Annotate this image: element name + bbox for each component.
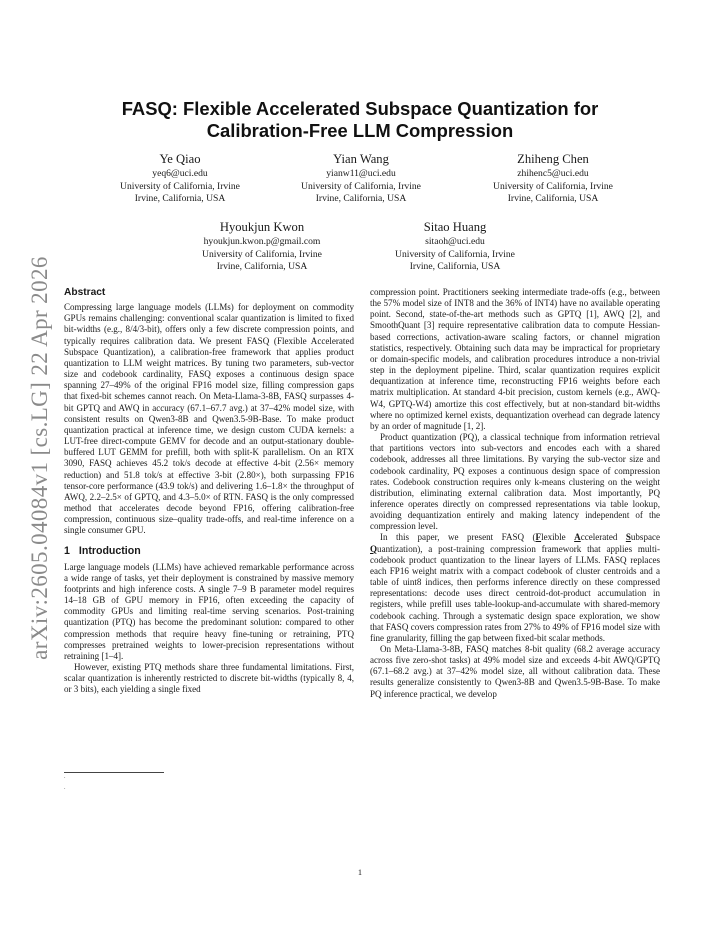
text-run: In this paper, we present FASQ ( xyxy=(380,532,536,543)
page-number: 1 xyxy=(357,868,363,877)
author-block xyxy=(453,152,653,206)
author-block xyxy=(355,220,555,274)
author-affiliation: University of California, Irvine xyxy=(493,180,613,192)
author-affiliation: University of California, Irvine xyxy=(395,248,515,260)
arxiv-sidebar-stamp: arXiv:2605.04084v1 [cs.LG] 22 Apr 2026 xyxy=(27,256,52,660)
acronym-letter: A xyxy=(574,532,581,543)
text-run: uantization), a post-training compression framework that applies multi-codebook product quantization to the linear layers of LLMs. FASQ replaces each FP16 weight matrix with a compact codebook of cluster centroids and a table of uint8 indices, then performs inference directly on these compressed representations: decode uses direct centroid-dot-product accumulation in registers, while prefill uses table-lookup-and-accumulate with shared-memory codebook caching. Through a systematic design space exploration, we show that FASQ covers compression rates from 27% to 49% of FP16 model size with fine granularity, filling the gap between fixed-bit scalar methods. xyxy=(370,543,660,643)
abstract-heading: Abstract xyxy=(64,287,106,298)
author-email: sitaoh@uci.edu xyxy=(425,236,485,247)
title-line-1: FASQ: Flexible Accelerated Subspace Quantization for xyxy=(121,98,599,119)
abstract-text: Compressing large language models (LLMs) for deployment on commodity GPUs remains challenging: conventional scalar quantization is limited to fixed bit-widths (e.g., 8/4/3-bit), offers only a few discrete compression points, and typically requires calibration data. We present FASQ (Flexible Accelerated Subspace Quantization), a calibration-free framework that applies product quantization to LLM weight matrices. By tuning two parameters, sub-vector size and codebook cardinality, FASQ exposes a continuous design space spanning 27–49% of the original FP16 model size, filling compression gaps that fixed-bit schemes cannot reach. On Meta-Llama-3-8B, FASQ surpasses 4-bit GPTQ and AWQ in accuracy (67.1–67.7 avg.) at 37–42% model size, with consistent results on Qwen3-8B and Qwen3.5-9B-Base. To make product quantization practical at inference time, we design custom CUDA kernels: a LUT-free direct-compute GEMV for decode and an output-stationary double-buffered LUT GEMM for prefill, both with split-K parallelism. On an RTX 3090, FASQ achieves 45.2 tok/s decode at effective 4-bit (2.56× memory reduction) and 51.8 tok/s at effective 3-bit (2.80×), both surpassing FP16 tensor-core performance (43.9 tok/s) and delivering 1.6–1.8× the throughput of AWQ, 2.2–2.5× of GPTQ, and 4.3–5.0× of RTN. FASQ is the only compressed method that accelerates decode beyond FP16, offering calibration-free compression, continuous size–quality trade-offs, and real-time inference on a single consumer GPU. xyxy=(64,302,354,536)
author-location: Irvine, California, USA xyxy=(507,193,599,205)
author-block xyxy=(162,220,362,274)
author-location: Irvine, California, USA xyxy=(315,193,407,205)
right-column xyxy=(370,287,660,700)
footnote-mark: . xyxy=(64,774,66,780)
right-paragraph-2: Product quantization (PQ), a classical technique from information retrieval that partitions vectors into sub-vectors and encodes each with a shared codebook, addresses all three limitations. By varying the sub-vector size and codebook cardinality, PQ exposes a continuous design space of compression rates. Codebook construction requires only k-means clustering on the weight distribution, eliminating external calibration data. Most importantly, PQ inference operates directly on compressed representations via table lookup, avoiding dequantization entirely and making latency independent of the compression level. xyxy=(370,432,660,532)
text-run: ccelerated xyxy=(580,532,626,543)
intro-paragraph-1: Large language models (LLMs) have achieved remarkable performance across a wide range of tasks, yet their deployment is constrained by massive memory footprints and high inference costs. A single 7–9 B parameter model requires 14–18 GB of GPU memory in FP16, often exceeding the capacity of commodity GPUs and limiting real-time serving scenarios. Post-training quantization (PTQ) has become the predominant solution: compared to other compression methods that require heavy fine-tuning or retraining, PTQ compresses pretrained weights to lower-precision representations without retraining [1–4]. xyxy=(64,561,354,661)
acronym-letter: S xyxy=(625,532,631,543)
title-line-2: Calibration-Free LLM Compression xyxy=(206,120,514,141)
right-paragraph-4: On Meta-Llama-3-8B, FASQ matches 8-bit quality (68.2 average accuracy across five zero-shot tasks) at 49% model size and exceeds 4-bit AWQ/GPTQ (67.1–68.2 avg.) at 37–42% model size, all without calibration data. These results generalize consistently to Qwen3-8B and Qwen3.5-9B-Base. To make PQ inference practical, we develop xyxy=(370,644,660,699)
footnote-mark: . xyxy=(64,785,66,791)
section-heading-introduction xyxy=(64,546,354,557)
author-email: hyoukjun.kwon.p@gmail.com xyxy=(203,236,321,247)
author-email: zhihenc5@uci.edu xyxy=(517,168,589,179)
left-column xyxy=(64,287,354,695)
author-affiliation: University of California, Irvine xyxy=(301,180,421,192)
author-name: Hyoukjun Kwon xyxy=(219,220,305,234)
section-title: Introduction xyxy=(78,545,141,558)
author-email: yianw11@uci.edu xyxy=(326,168,396,179)
text-run: ubspace xyxy=(630,532,661,543)
author-block xyxy=(80,152,280,206)
author-email: yeq6@uci.edu xyxy=(152,168,208,179)
author-name: Ye Qiao xyxy=(159,152,201,166)
author-name: Sitao Huang xyxy=(423,220,487,234)
footnote-rule xyxy=(64,772,164,773)
right-paragraph-1: compression point. Practitioners seeking intermediate trade-offs (e.g., between the 57% model size of INT8 and the 36% of INT4) have no available operating point. Second, state-of-the-art methods such as GPTQ [1], AWQ [2], and SmoothQuant [3] require representative calibration data to compute Hessian-based corrections, activation-aware scaling factors, or channel migration statistics, respectively. Obtaining such data may be impractical for proprietary or domain-specific models, and calibration procedures introduce a non-trivial step in the deployment pipeline. Third, scalar quantization requires explicit dequantization at inference time, reconstructing FP16 weights before each matrix multiplication. At standard 4-bit precision, custom kernels (e.g., AWQ-W4, GPTQ-W4) amortize this cost effectively, but at non-standard bit-widths where no optimized kernel exists, dequantization overhead can degrade latency by an order of magnitude [1, 2]. xyxy=(370,287,660,431)
author-location: Irvine, California, USA xyxy=(409,261,501,273)
author-block xyxy=(261,152,461,206)
acronym-letter: F xyxy=(535,532,542,543)
author-affiliation: University of California, Irvine xyxy=(202,248,322,260)
right-paragraph-3 xyxy=(370,532,660,644)
author-name: Zhiheng Chen xyxy=(517,152,589,166)
text-run: lexible xyxy=(541,532,575,543)
acronym-letter: Q xyxy=(370,543,378,554)
paper-title xyxy=(80,98,640,142)
section-number: 1 xyxy=(64,545,70,558)
intro-paragraph-2: However, existing PTQ methods share three fundamental limitations. First, scalar quantization is inherently restricted to discrete bit-widths (typically 8, 4, or 3 bits), each yielding a single fixed xyxy=(64,662,354,695)
author-location: Irvine, California, USA xyxy=(216,261,308,273)
author-affiliation: University of California, Irvine xyxy=(120,180,240,192)
author-location: Irvine, California, USA xyxy=(134,193,226,205)
author-name: Yian Wang xyxy=(333,152,389,166)
